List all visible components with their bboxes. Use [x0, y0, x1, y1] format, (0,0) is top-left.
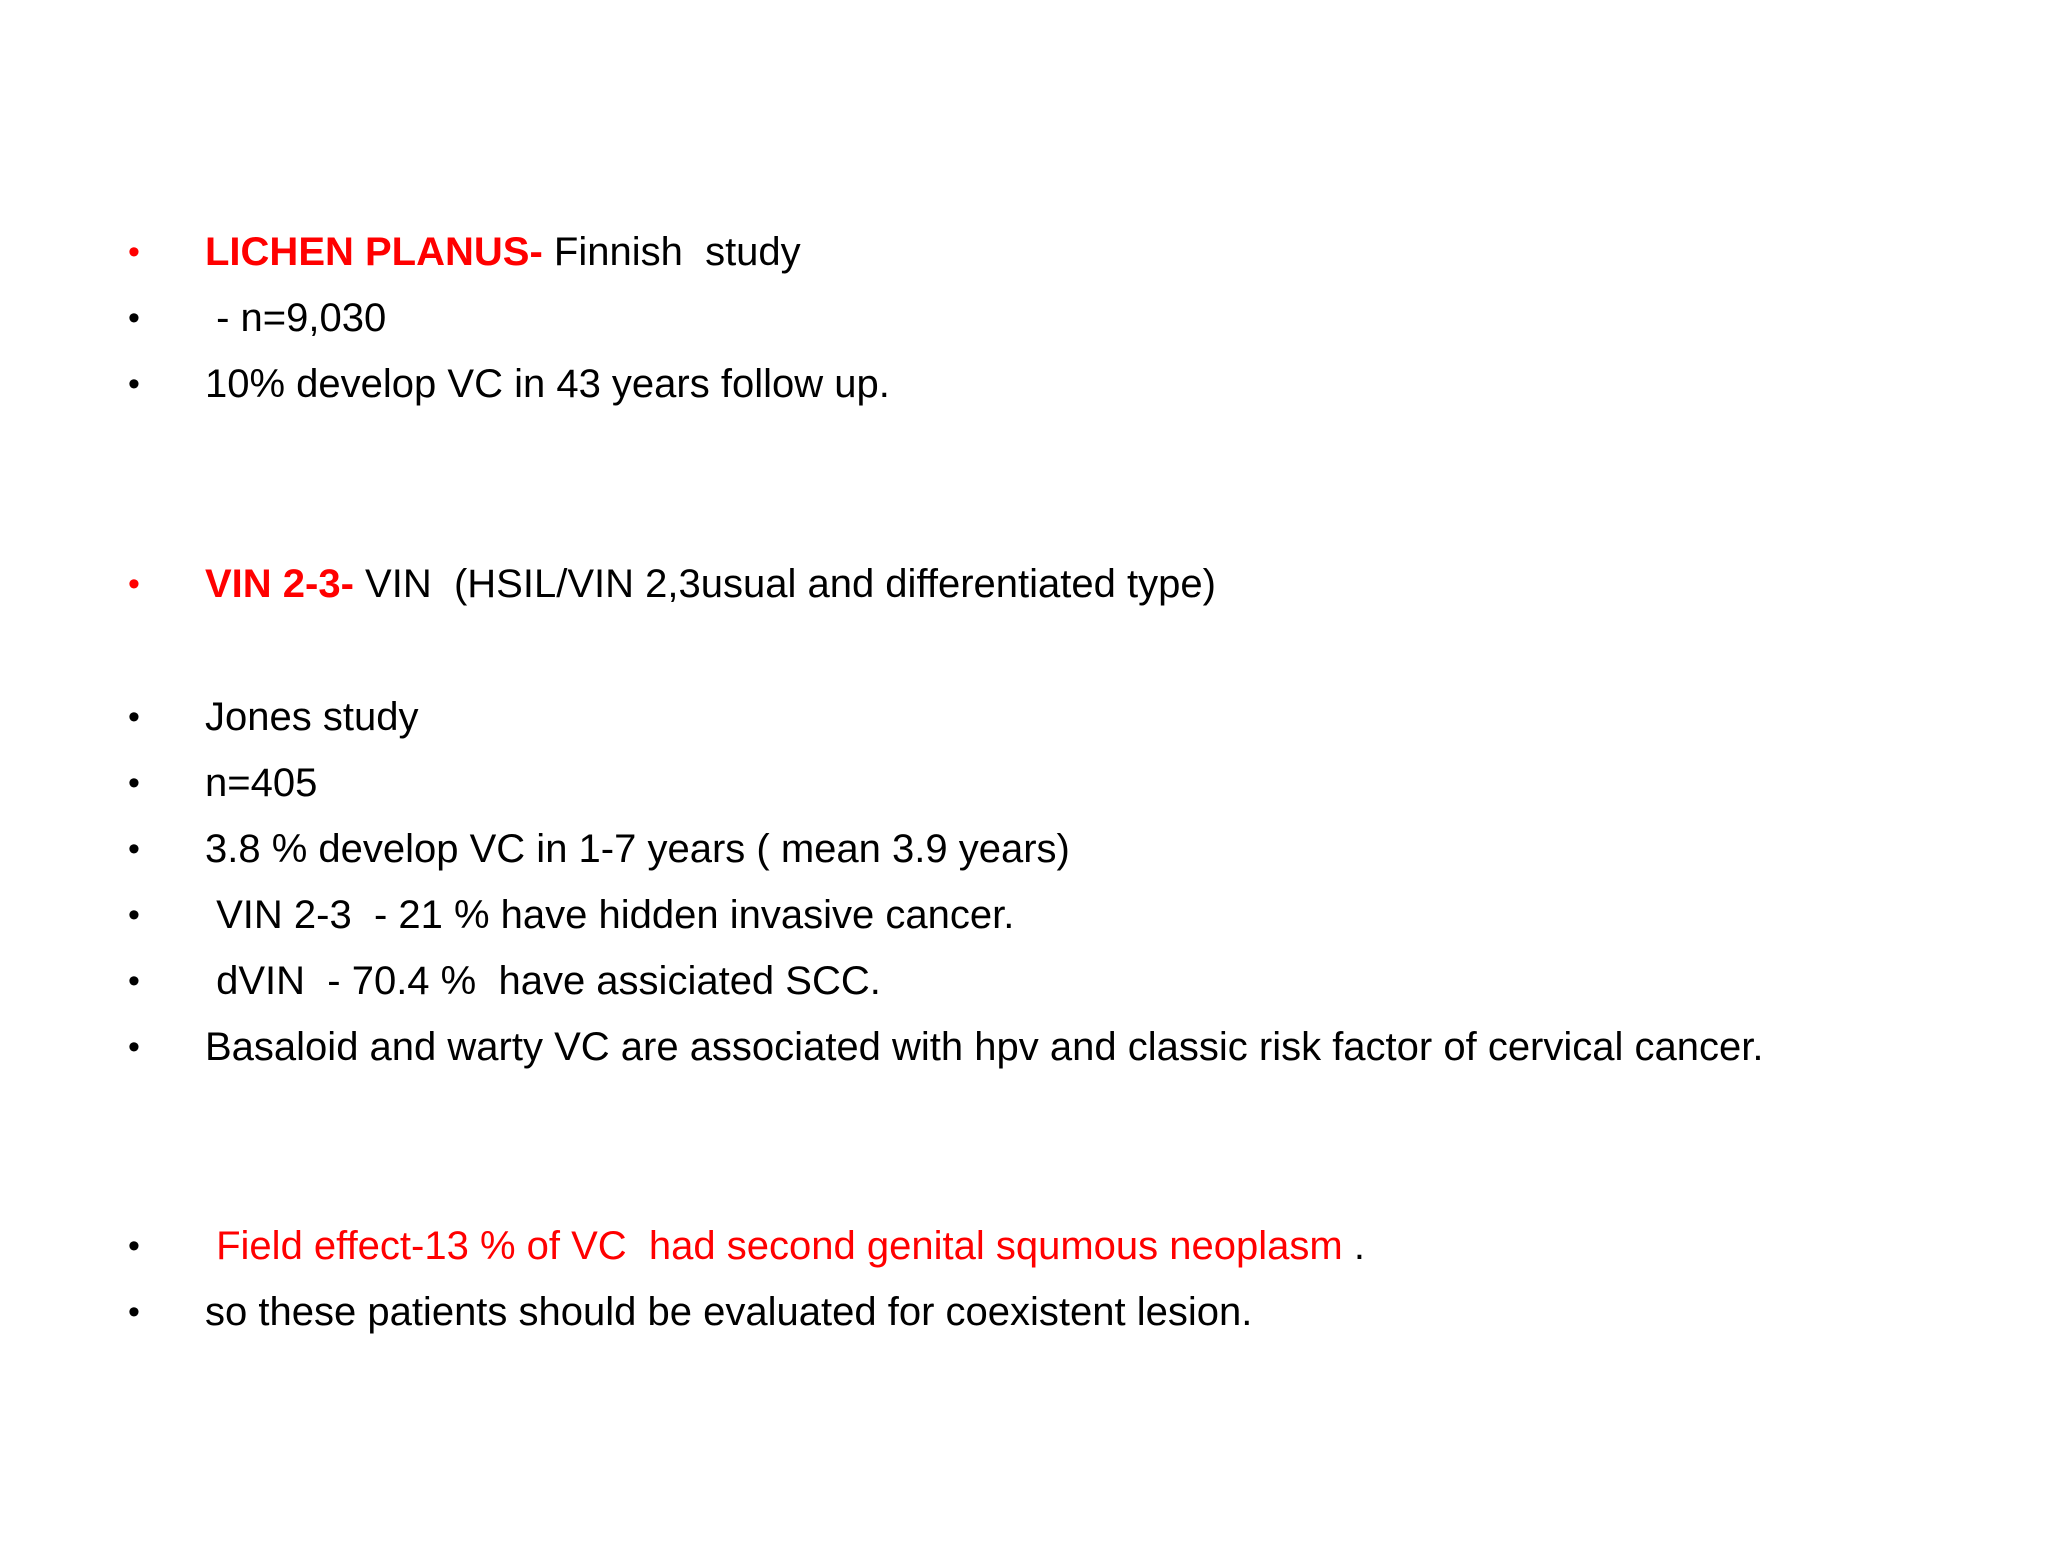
bullet-icon: •	[128, 830, 140, 868]
list-item	[0, 816, 2048, 882]
bullet-icon: •	[128, 1227, 140, 1265]
list-item-text	[205, 551, 1216, 617]
vin-heading: VIN 2-3-	[205, 562, 354, 606]
list-item	[0, 285, 2048, 351]
bullet-icon: •	[128, 565, 140, 603]
list-item	[0, 684, 2048, 750]
bullet-icon: •	[128, 299, 140, 337]
list-item-text: 10% develop VC in 43 years follow up.	[205, 362, 890, 406]
list-item-text: so these patients should be evaluated for coexistent lesion.	[205, 1290, 1253, 1334]
list-item-text: VIN 2-3 - 21 % have hidden invasive cancer.	[205, 893, 1015, 937]
list-item-lichen-planus	[0, 219, 2048, 285]
bullet-icon: •	[128, 1028, 140, 1066]
bullet-icon: •	[128, 962, 140, 1000]
list-item-text: Basaloid and warty VC are associated with hpv and classic risk factor of cervical cancer.	[205, 1025, 1764, 1069]
bullet-icon: •	[128, 233, 140, 271]
list-item-text	[205, 219, 801, 285]
field-effect-text: Field effect-13 % of VC had second genital squmous neoplasm	[205, 1224, 1343, 1268]
bullet-icon: •	[128, 698, 140, 736]
list-item	[0, 948, 2048, 1014]
field-effect-period: .	[1342, 1224, 1365, 1268]
list-item-text: n=405	[205, 761, 318, 805]
list-item-text: 3.8 % develop VC in 1-7 years ( mean 3.9 years)	[205, 827, 1070, 871]
bullet-icon: •	[128, 896, 140, 934]
bullet-icon: •	[128, 1293, 140, 1331]
list-item-field-effect	[0, 1213, 2048, 1279]
list-item-text: Jones study	[205, 695, 419, 739]
list-item	[0, 351, 2048, 417]
lichen-planus-heading: LICHEN PLANUS-	[205, 230, 543, 274]
lichen-planus-study: Finnish study	[542, 230, 801, 274]
list-item	[0, 1279, 2048, 1345]
vin-description: VIN (HSIL/VIN 2,3usual and differentiated type)	[353, 562, 1216, 606]
bullet-icon: •	[128, 365, 140, 403]
list-item-text	[205, 1213, 1365, 1279]
list-item	[0, 882, 2048, 948]
list-item-text: - n=9,030	[205, 296, 387, 340]
bullet-icon: •	[128, 764, 140, 802]
list-item	[0, 750, 2048, 816]
list-item-vin	[0, 551, 2048, 617]
list-item-text: dVIN - 70.4 % have assiciated SCC.	[205, 959, 881, 1003]
list-item	[0, 1014, 2048, 1080]
